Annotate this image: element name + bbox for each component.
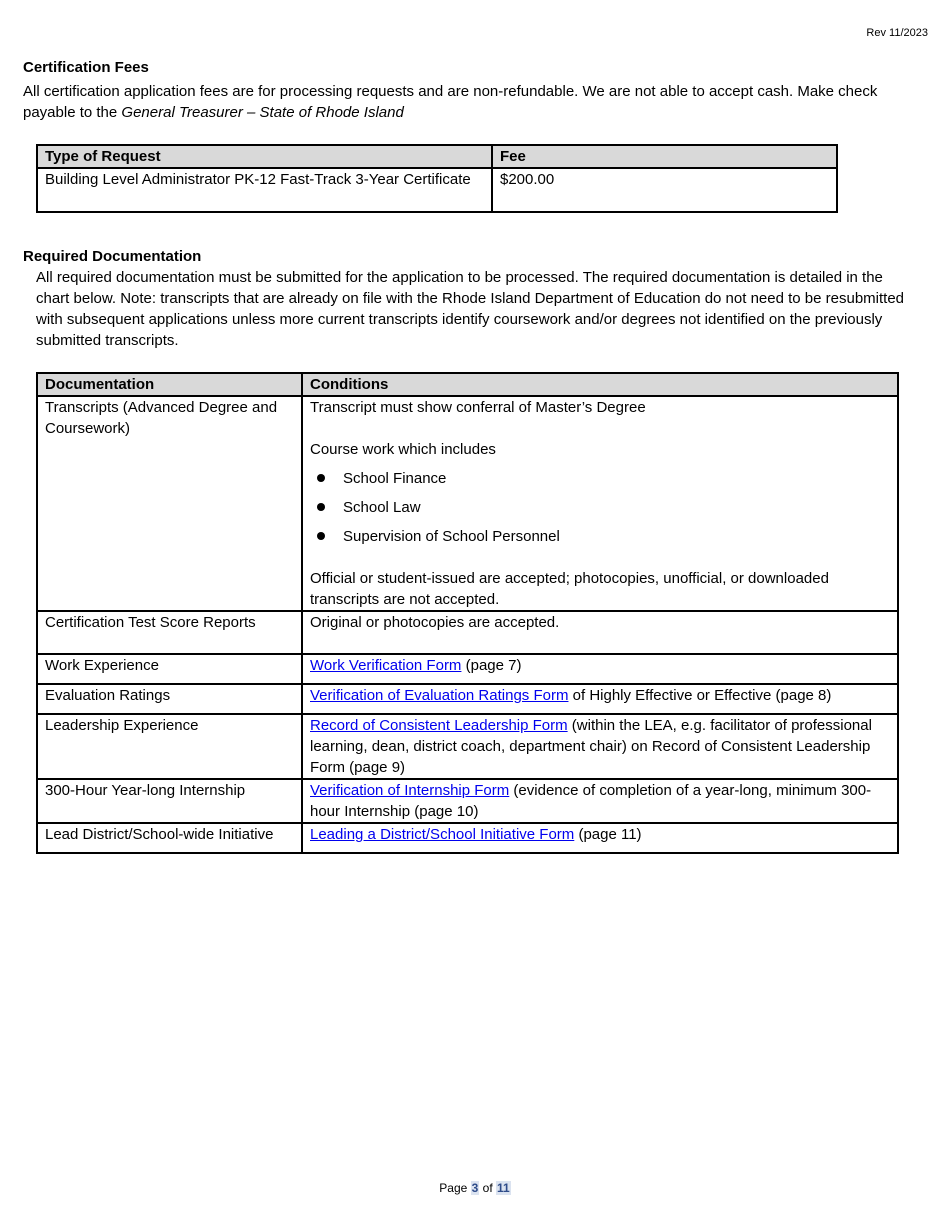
internship-condition — [302, 779, 898, 823]
work-experience-condition — [302, 654, 898, 684]
transcripts-label: Transcripts (Advanced Degree and Coursework) — [37, 396, 302, 611]
leadership-experience-label: Leadership Experience — [37, 714, 302, 779]
documentation-table-header — [37, 373, 898, 396]
evaluation-ratings-condition — [302, 684, 898, 714]
table-row — [37, 396, 898, 611]
table-row — [37, 684, 898, 714]
required-documentation-heading: Required Documentation — [23, 248, 202, 265]
work-experience-label: Work Experience — [37, 654, 302, 684]
work-verification-form-link[interactable]: Work Verification Form — [310, 657, 462, 674]
internship-label: 300-Hour Year-long Internship — [37, 779, 302, 823]
internship-rest: (evidence of completion of a year-long, minimum 300-hour Internship (page 10) — [310, 782, 872, 820]
leadership-form-link[interactable]: Record of Consistent Leadership Form — [310, 717, 568, 734]
leadership-rest: (within the LEA, e.g. facilitator of professional learning, dean, district coach, department chair) on Record of Consistent Leadership Form (page 9) — [310, 717, 872, 776]
table-row — [37, 823, 898, 853]
page-footer — [0, 1180, 950, 1196]
initiative-rest: (page 11) — [574, 826, 642, 843]
documentation-table — [36, 372, 899, 854]
transcripts-line-3: Official or student-issued are accepted; photocopies, unofficial, or downloaded transcripts are not accepted. — [310, 570, 829, 608]
certification-fees-heading: Certification Fees — [23, 59, 149, 76]
test-score-condition: Original or photocopies are accepted. — [302, 611, 898, 654]
initiative-condition — [302, 823, 898, 853]
transcripts-line-1: Transcript must show conferral of Master’s Degree — [310, 399, 646, 416]
evaluation-ratings-label: Evaluation Ratings — [37, 684, 302, 714]
fee-table — [36, 144, 838, 213]
leadership-experience-condition — [302, 714, 898, 779]
col-conditions: Conditions — [302, 373, 898, 396]
fee-table-header — [37, 145, 837, 168]
table-row — [37, 779, 898, 823]
list-item: School Law — [310, 497, 890, 518]
fees-text: All certification application fees are for processing requests and are non-refundable. We are not able to accept cash. Make check payable to the — [23, 83, 878, 121]
coursework-list — [310, 468, 890, 547]
fee-table-col-type: Type of Request — [37, 145, 492, 168]
evaluation-ratings-rest: of Highly Effective or Effective (page 8) — [568, 687, 832, 704]
test-score-label: Certification Test Score Reports — [37, 611, 302, 654]
current-page-number: 3 — [471, 1181, 479, 1195]
certification-fees-text — [23, 81, 928, 123]
transcripts-line-2: Course work which includes — [310, 441, 496, 458]
list-item: School Finance — [310, 468, 890, 489]
table-row — [37, 168, 837, 212]
request-type-cell: Building Level Administrator PK-12 Fast-Track 3-Year Certificate — [37, 168, 492, 212]
list-item: Supervision of School Personnel — [310, 526, 890, 547]
revision-date: Rev 11/2023 — [866, 27, 928, 39]
table-row — [37, 714, 898, 779]
table-row — [37, 654, 898, 684]
required-documentation-text: All required documentation must be submitted for the application to be processed. The required documentation is detailed in the chart below. Note: transcripts that are already on file with the Rhode Island Department of Education do not need to be resubmitted with subsequent applications unless more current transcripts identify coursework and/or degrees not identified on the previously submitted transcripts. — [36, 269, 905, 349]
initiative-label: Lead District/School-wide Initiative — [37, 823, 302, 853]
initiative-form-link[interactable]: Leading a District/School Initiative Form — [310, 826, 575, 843]
internship-form-link[interactable]: Verification of Internship Form — [310, 782, 510, 799]
total-pages-number: 11 — [497, 1181, 510, 1195]
evaluation-ratings-form-link[interactable]: Verification of Evaluation Ratings Form — [310, 687, 569, 704]
page-word: Page — [439, 1181, 468, 1195]
of-word: of — [482, 1181, 493, 1195]
payee-name: General Treasurer – State of Rhode Island — [121, 104, 404, 121]
fee-table-col-fee: Fee — [492, 145, 837, 168]
transcripts-conditions — [302, 396, 898, 611]
fee-cell: $200.00 — [492, 168, 837, 212]
table-row — [37, 611, 898, 654]
col-documentation: Documentation — [37, 373, 302, 396]
work-experience-rest: (page 7) — [461, 657, 522, 674]
